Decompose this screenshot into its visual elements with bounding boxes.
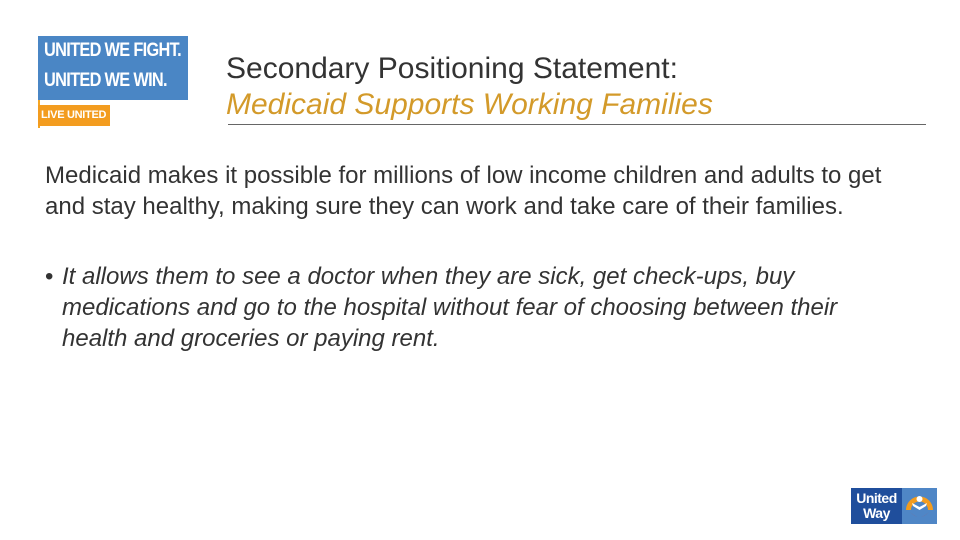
bullet-dot: • [45,263,54,290]
united-way-wordmark [851,488,902,524]
title-divider [228,124,926,125]
united-way-word-2: Way [863,505,890,521]
logo-line-2: UNITED WE WIN. [44,70,167,91]
body-paragraph: Medicaid makes it possible for millions of low income children and adults to get and stay healthy, making sure they can work and take care of their families. [45,162,882,220]
slide-title: Secondary Positioning Statement: [226,52,678,85]
bullet-text: It allows them to see a doctor when they are sick, get check-ups, buy medications and go to the hospital without fear of choosing between their health and groceries or paying rent. [62,263,838,352]
bullet-item [45,261,905,354]
united-way-logo [851,488,937,524]
united-way-word-1: United [856,490,897,506]
logo-tagline: LIVE UNITED [38,105,110,126]
logo-line-1: UNITED WE FIGHT. [44,40,181,61]
slide-subtitle: Medicaid Supports Working Families [226,88,713,121]
logo-blue-panel [38,36,188,100]
united-way-hand-icon [902,488,937,524]
united-we-fight-logo [38,36,188,128]
